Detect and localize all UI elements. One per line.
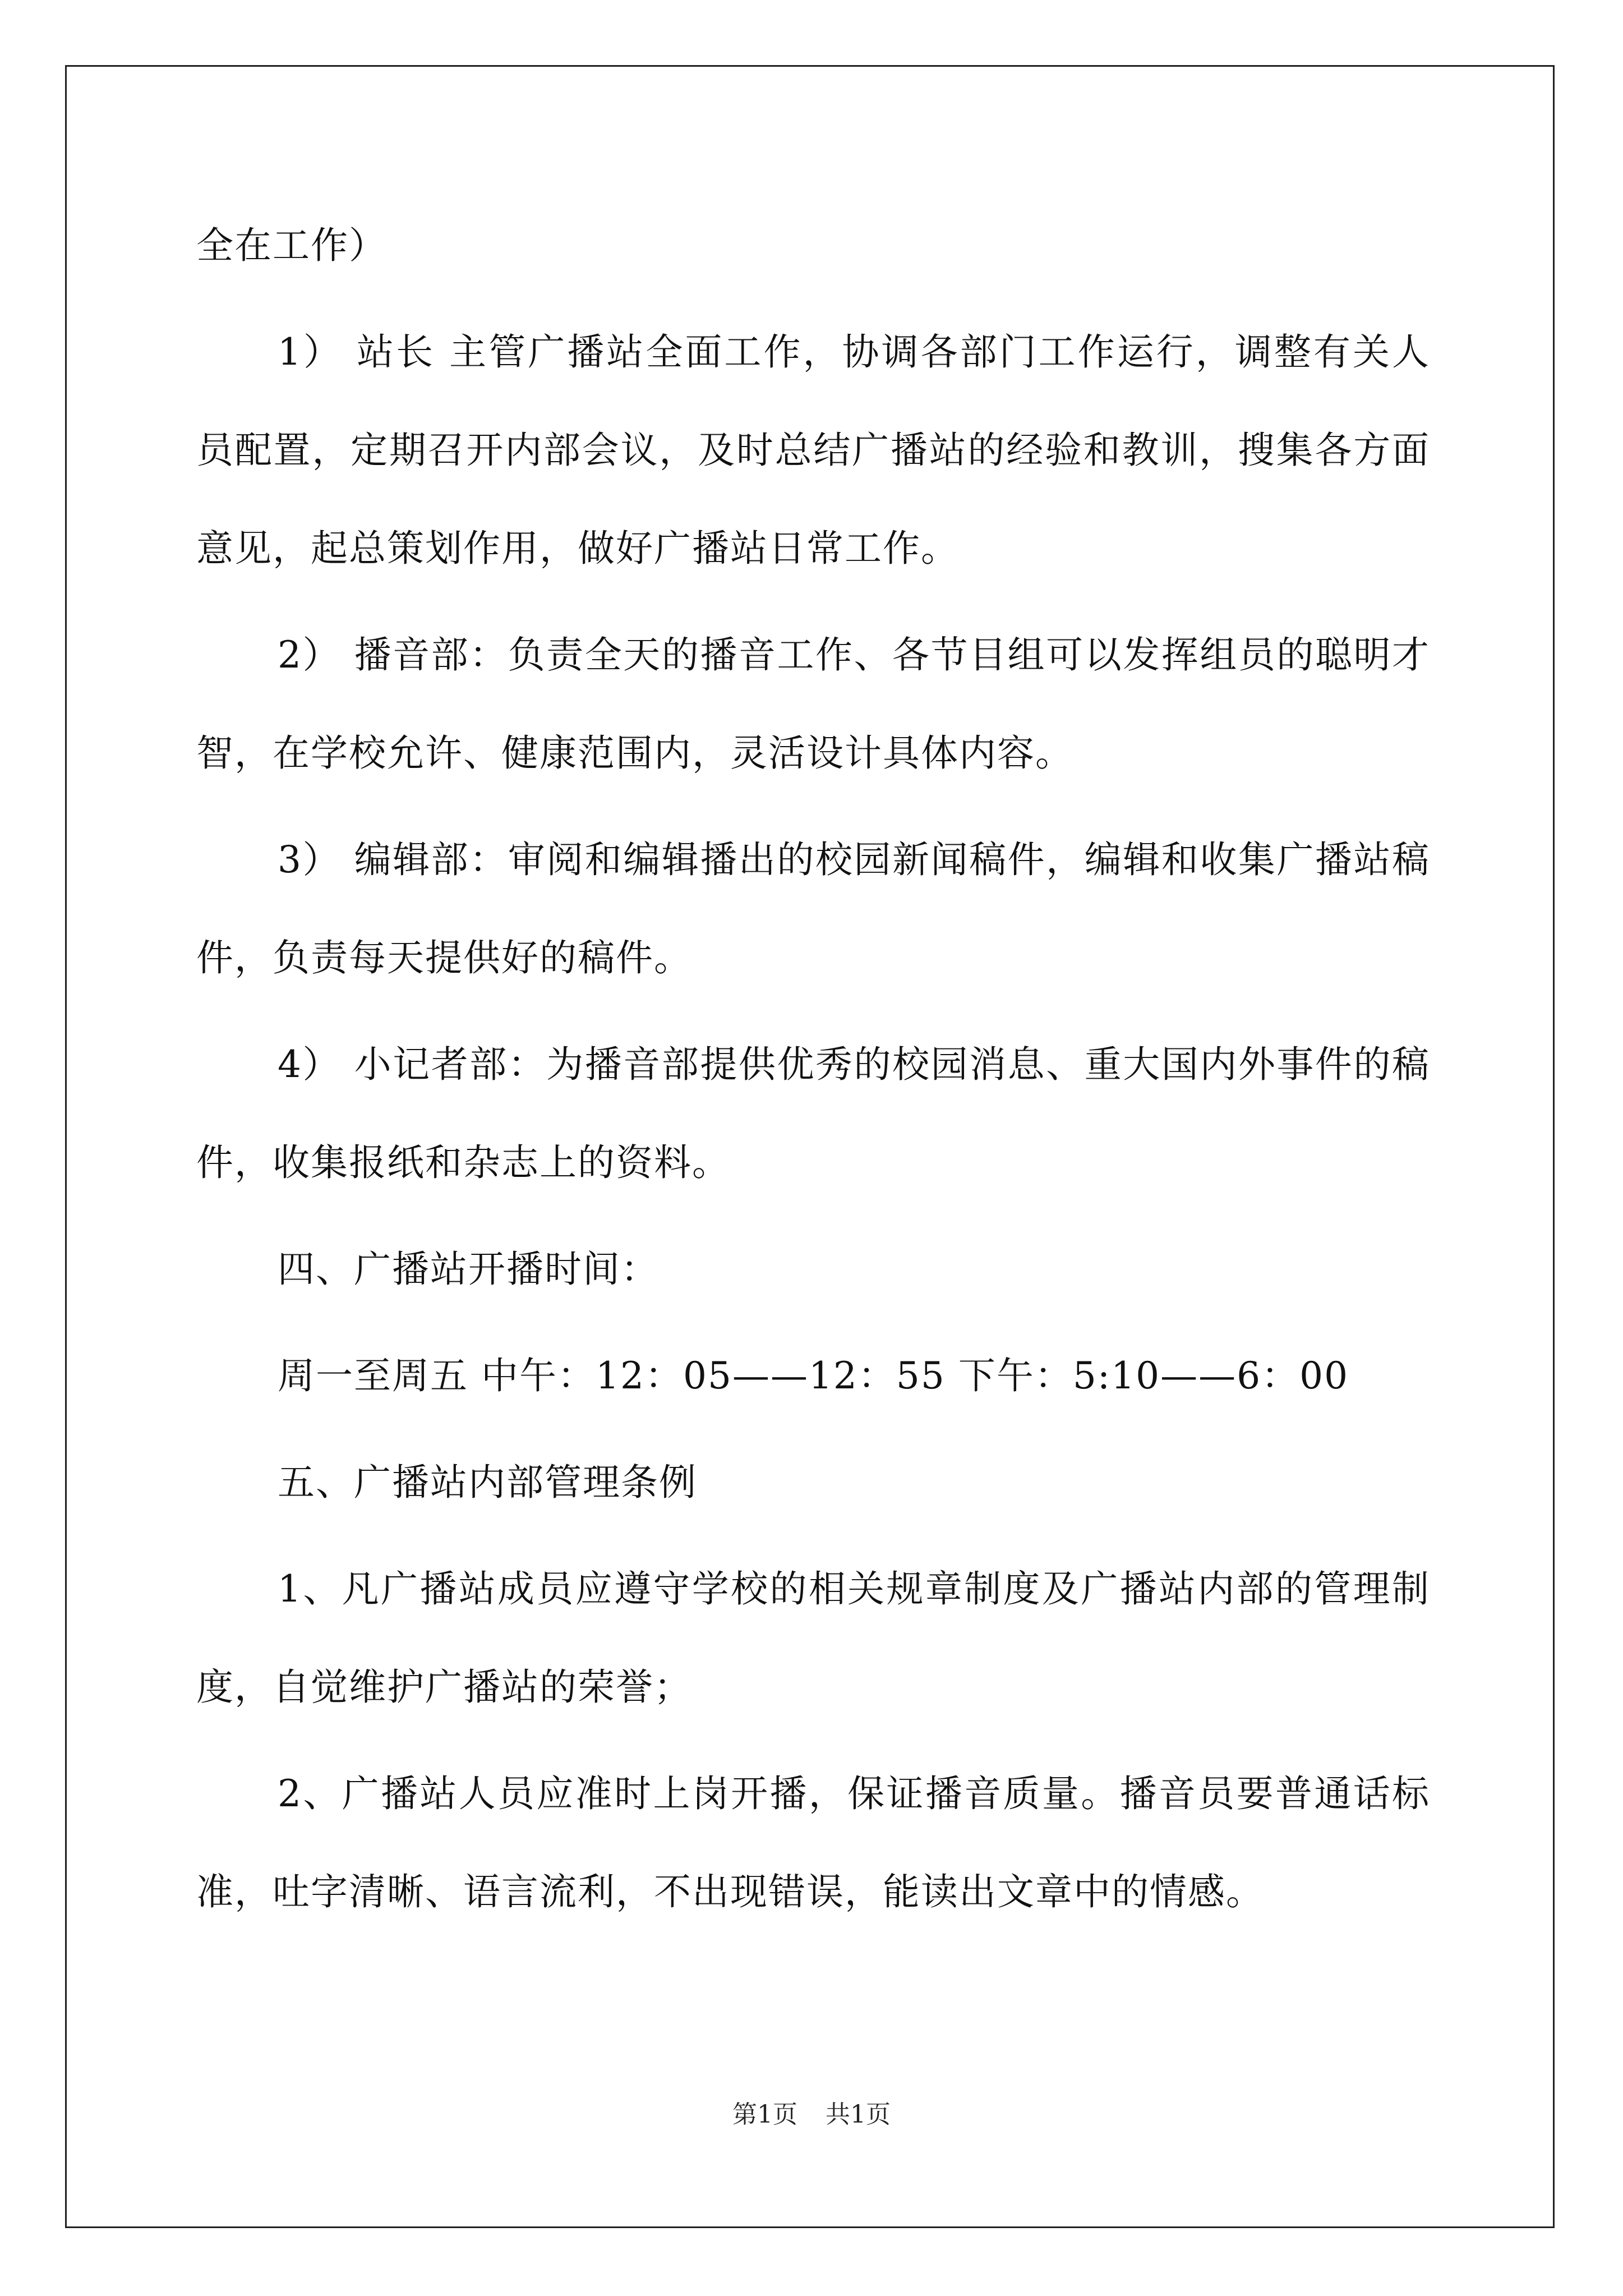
paragraph-rule-2: 2、广播站人员应准时上岗开播，保证播音质量。播音员要普通话标准，吐字清晰、语言流利，不出现错误，能读出文章中的情感。 — [196, 1772, 1430, 1913]
paragraph-editing-dept: 3） 编辑部：审阅和编辑播出的校园新闻稿件，编辑和收集广播站稿件，负责每天提供好的稿件。 — [196, 838, 1430, 979]
section-heading-management-rules: 五、广播站内部管理条例 — [278, 1461, 697, 1504]
section-heading-broadcast-time: 四、广播站开播时间： — [278, 1248, 659, 1291]
paragraph-reporter-dept: 4） 小记者部：为播音部提供优秀的校园消息、重大国内外事件的稿件，收集报纸和杂志上的资料。 — [196, 1043, 1430, 1184]
paragraph-station-head: 1） 站长 主管广播站全面工作，协调各部门工作运行，调整有关人员配置，定期召开内部会议，及时总结广播站的经验和教训，搜集各方面意见，起总策划作用，做好广播站日常工作。 — [196, 330, 1430, 570]
page-footer — [0, 2098, 1623, 2132]
paragraph-broadcast-dept: 2） 播音部：负责全天的播音工作、各节目组可以发挥组员的聪明才智，在学校允许、健康范围内，灵活设计具体内容。 — [196, 633, 1430, 775]
paragraph-continuation: 全在工作） — [196, 224, 387, 267]
document-body — [196, 196, 1430, 1941]
paragraph-broadcast-schedule: 周一至周五 中午：12：05——12：55 下午：5:10——6：00 — [278, 1354, 1349, 1397]
page-number-current: 第1页 — [732, 2100, 797, 2129]
paragraph-rule-1: 1、凡广播站成员应遵守学校的相关规章制度及广播站内部的管理制度，自觉维护广播站的荣誉； — [196, 1567, 1430, 1709]
page-number-total: 共1页 — [826, 2100, 891, 2129]
